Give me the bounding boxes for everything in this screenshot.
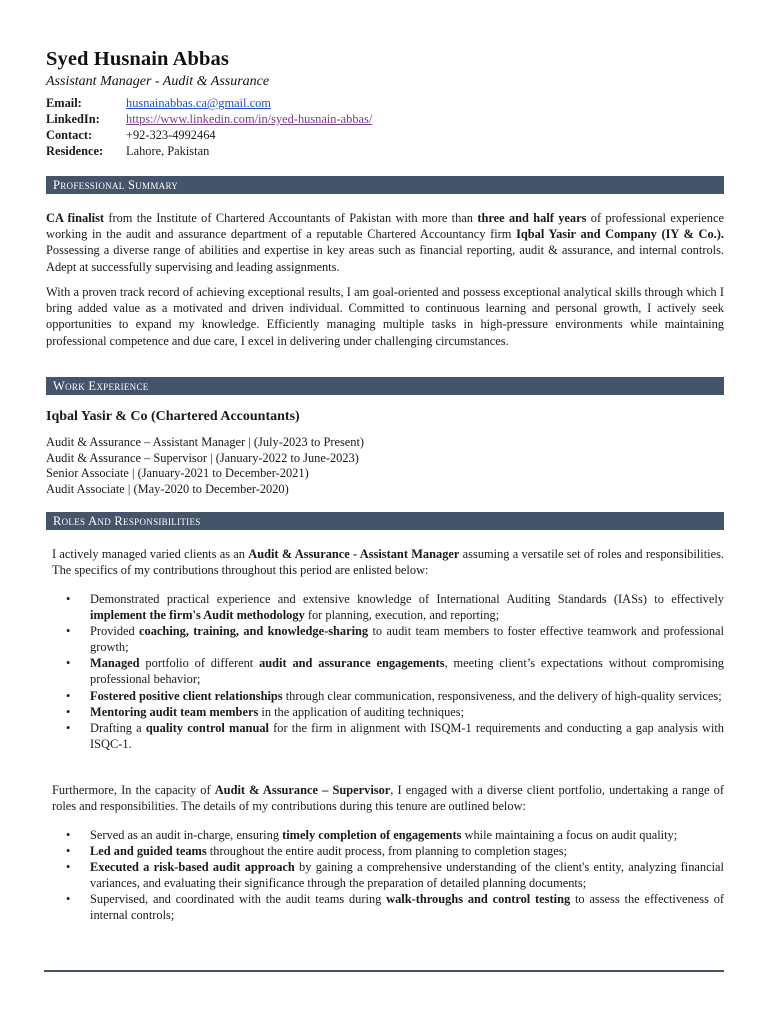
position-item: Senior Associate | (January-2021 to December-2021) bbox=[46, 466, 309, 480]
candidate-name: Syed Husnain Abbas bbox=[46, 48, 229, 70]
residence-value: Lahore, Pakistan bbox=[126, 144, 210, 158]
contact-label: Contact: bbox=[46, 128, 93, 142]
position-item: Audit & Assurance – Assistant Manager | (July-2023 to Present) bbox=[46, 435, 365, 449]
section-header-summary: Professional Summary bbox=[46, 176, 724, 194]
bullet-icon: • bbox=[66, 688, 71, 703]
bullet-icon: • bbox=[66, 624, 71, 639]
item-bold: Managed bbox=[90, 656, 140, 671]
roles-bold: Audit & Assurance - Assistant Manager bbox=[248, 547, 460, 561]
bullet-icon: • bbox=[66, 844, 71, 859]
phone-number: +92-323-4992464 bbox=[126, 128, 216, 142]
section-header-experience: Work Experience bbox=[46, 377, 724, 395]
contact-linkedin-row bbox=[46, 111, 372, 127]
supervisor-responsibilities-list bbox=[46, 827, 724, 924]
linkedin-link[interactable]: https://www.linkedin.com/in/syed-husnain-abbas/ bbox=[126, 112, 373, 126]
summary-text: Possessing a diverse range of abilities and expertise in key areas such as financial reporting, audit & assurance, and internal controls. Adept at successfully supervising and leading assignments. bbox=[46, 243, 724, 274]
summary-bold: CA finalist bbox=[46, 211, 105, 225]
list-item bbox=[46, 827, 724, 843]
item-bold: timely completion of engagements bbox=[282, 828, 462, 842]
item-text: Served as an audit in-charge, ensuring bbox=[90, 828, 283, 842]
supervisor-intro-paragraph bbox=[52, 782, 724, 815]
summary-bold: Iqbal Yasir and Company (IY & Co.). bbox=[516, 227, 725, 242]
bullet-icon: • bbox=[66, 892, 71, 907]
contact-email-row bbox=[46, 95, 271, 111]
summary-paragraph-2: With a proven track record of achieving exceptional results, I am goal-oriented and possess exceptional analytical skills through which I bring added value as a motivated and driven individual. Committed to continuous learning and personal growth, I actively seek opportunities to expand my knowledge. Efficiently managing multiple tasks in high-pressure environments while maintaining professional competence and due care, I excel in delivering under challenging circumstances. bbox=[46, 285, 724, 348]
contact-phone-row bbox=[46, 127, 216, 143]
employer-name: Iqbal Yasir & Co (Chartered Accountants) bbox=[46, 409, 300, 424]
summary-bold: three and half years bbox=[477, 211, 587, 225]
item-text: Demonstrated practical experience and extensive knowledge of International Auditing Standards (IASs) to effectively bbox=[90, 592, 724, 606]
item-text: to audit team members to foster effective teamwork and professional growth; bbox=[90, 624, 725, 655]
item-bold: coaching, training, and knowledge-sharing bbox=[139, 624, 369, 639]
contact-label: Email: bbox=[46, 96, 82, 110]
item-text: Supervised, and coordinated with the audit teams during bbox=[90, 892, 387, 907]
list-item bbox=[46, 859, 724, 891]
list-item bbox=[46, 843, 724, 859]
roles-text: I actively managed varied clients as an bbox=[52, 547, 249, 561]
contact-label: Residence: bbox=[46, 144, 104, 158]
summary-text: from the Institute of Chartered Accountants of Pakistan with more than bbox=[104, 211, 478, 225]
item-text: to assess the effectiveness of internal controls; bbox=[90, 892, 725, 923]
contact-residence-row bbox=[46, 143, 209, 159]
summary-text: of professional experience working in the audit and assurance department of a reputable Chartered Accountancy firm bbox=[46, 211, 724, 242]
item-bold: Fostered positive client relationships bbox=[90, 688, 283, 703]
item-text: portfolio of different bbox=[139, 656, 260, 671]
summary-paragraph-1 bbox=[46, 210, 724, 275]
bullet-icon: • bbox=[66, 592, 71, 606]
item-text: for the firm in alignment with ISQM-1 requirements and conducting a gap analysis with ISQC-1. bbox=[90, 720, 724, 751]
item-text: while maintaining a focus on audit quality; bbox=[461, 828, 678, 842]
item-bold: walk-throughs and control testing bbox=[386, 892, 571, 907]
list-item bbox=[46, 623, 724, 655]
roles-text: Furthermore, In the capacity of bbox=[52, 783, 215, 797]
candidate-title: Assistant Manager - Audit & Assurance bbox=[46, 74, 270, 89]
contact-label: LinkedIn: bbox=[46, 112, 100, 126]
bullet-icon: • bbox=[66, 656, 71, 671]
manager-responsibilities-list bbox=[46, 591, 724, 752]
item-text: , meeting client’s expectations without compromising professional behavior; bbox=[90, 656, 724, 687]
bullet-icon: • bbox=[66, 720, 71, 735]
list-item bbox=[46, 688, 724, 704]
roles-text: assuming a versatile set of roles and responsibilities. The specifics of my contributions throughout this period are enlisted below: bbox=[52, 547, 724, 578]
roles-intro-paragraph bbox=[52, 546, 724, 579]
item-bold: Executed a risk-based audit approach bbox=[90, 860, 295, 875]
email-link[interactable]: husnainabbas.ca@gmail.com bbox=[126, 96, 271, 110]
item-text: throughout the entire audit process, from planning to completion stages; bbox=[206, 844, 567, 859]
item-bold: Led and guided teams bbox=[90, 844, 207, 859]
bullet-icon: • bbox=[66, 704, 71, 719]
item-text: Drafting a bbox=[90, 720, 146, 735]
item-bold: quality control manual bbox=[145, 720, 269, 735]
list-item bbox=[46, 655, 724, 687]
list-item bbox=[46, 704, 724, 720]
item-text: Provided bbox=[90, 624, 140, 639]
bullet-icon: • bbox=[66, 860, 71, 875]
bullet-icon: • bbox=[66, 828, 71, 842]
item-bold: audit and assurance engagements bbox=[259, 656, 445, 671]
item-bold: Mentoring audit team members bbox=[90, 704, 259, 719]
list-item bbox=[46, 591, 724, 623]
item-text: in the application of auditing techniques; bbox=[258, 704, 465, 719]
roles-bold: Audit & Assurance – Supervisor bbox=[214, 783, 391, 797]
item-text: for planning, execution, and reporting; bbox=[304, 608, 500, 623]
position-item: Audit & Assurance – Supervisor | (January-2022 to June-2023) bbox=[46, 450, 359, 465]
item-text: by gaining a comprehensive understanding of the client's entity, analyzing financial variances, and evaluating their significance through the preparation of detailed planning documents; bbox=[90, 860, 724, 891]
roles-text: , I engaged with a diverse client portfolio, undertaking a range of roles and responsibilities. The details of my contributions during this tenure are outlined below: bbox=[52, 783, 725, 814]
list-item bbox=[46, 891, 724, 923]
list-item bbox=[46, 720, 724, 752]
footer-divider bbox=[44, 970, 724, 972]
item-text: through clear communication, responsiveness, and the delivery of high-quality services; bbox=[282, 688, 722, 703]
section-header-roles: Roles And Responsibilities bbox=[46, 512, 724, 530]
item-bold: implement the firm's Audit methodology bbox=[90, 608, 305, 623]
position-item: Audit Associate | (May-2020 to December-2020) bbox=[46, 481, 289, 496]
